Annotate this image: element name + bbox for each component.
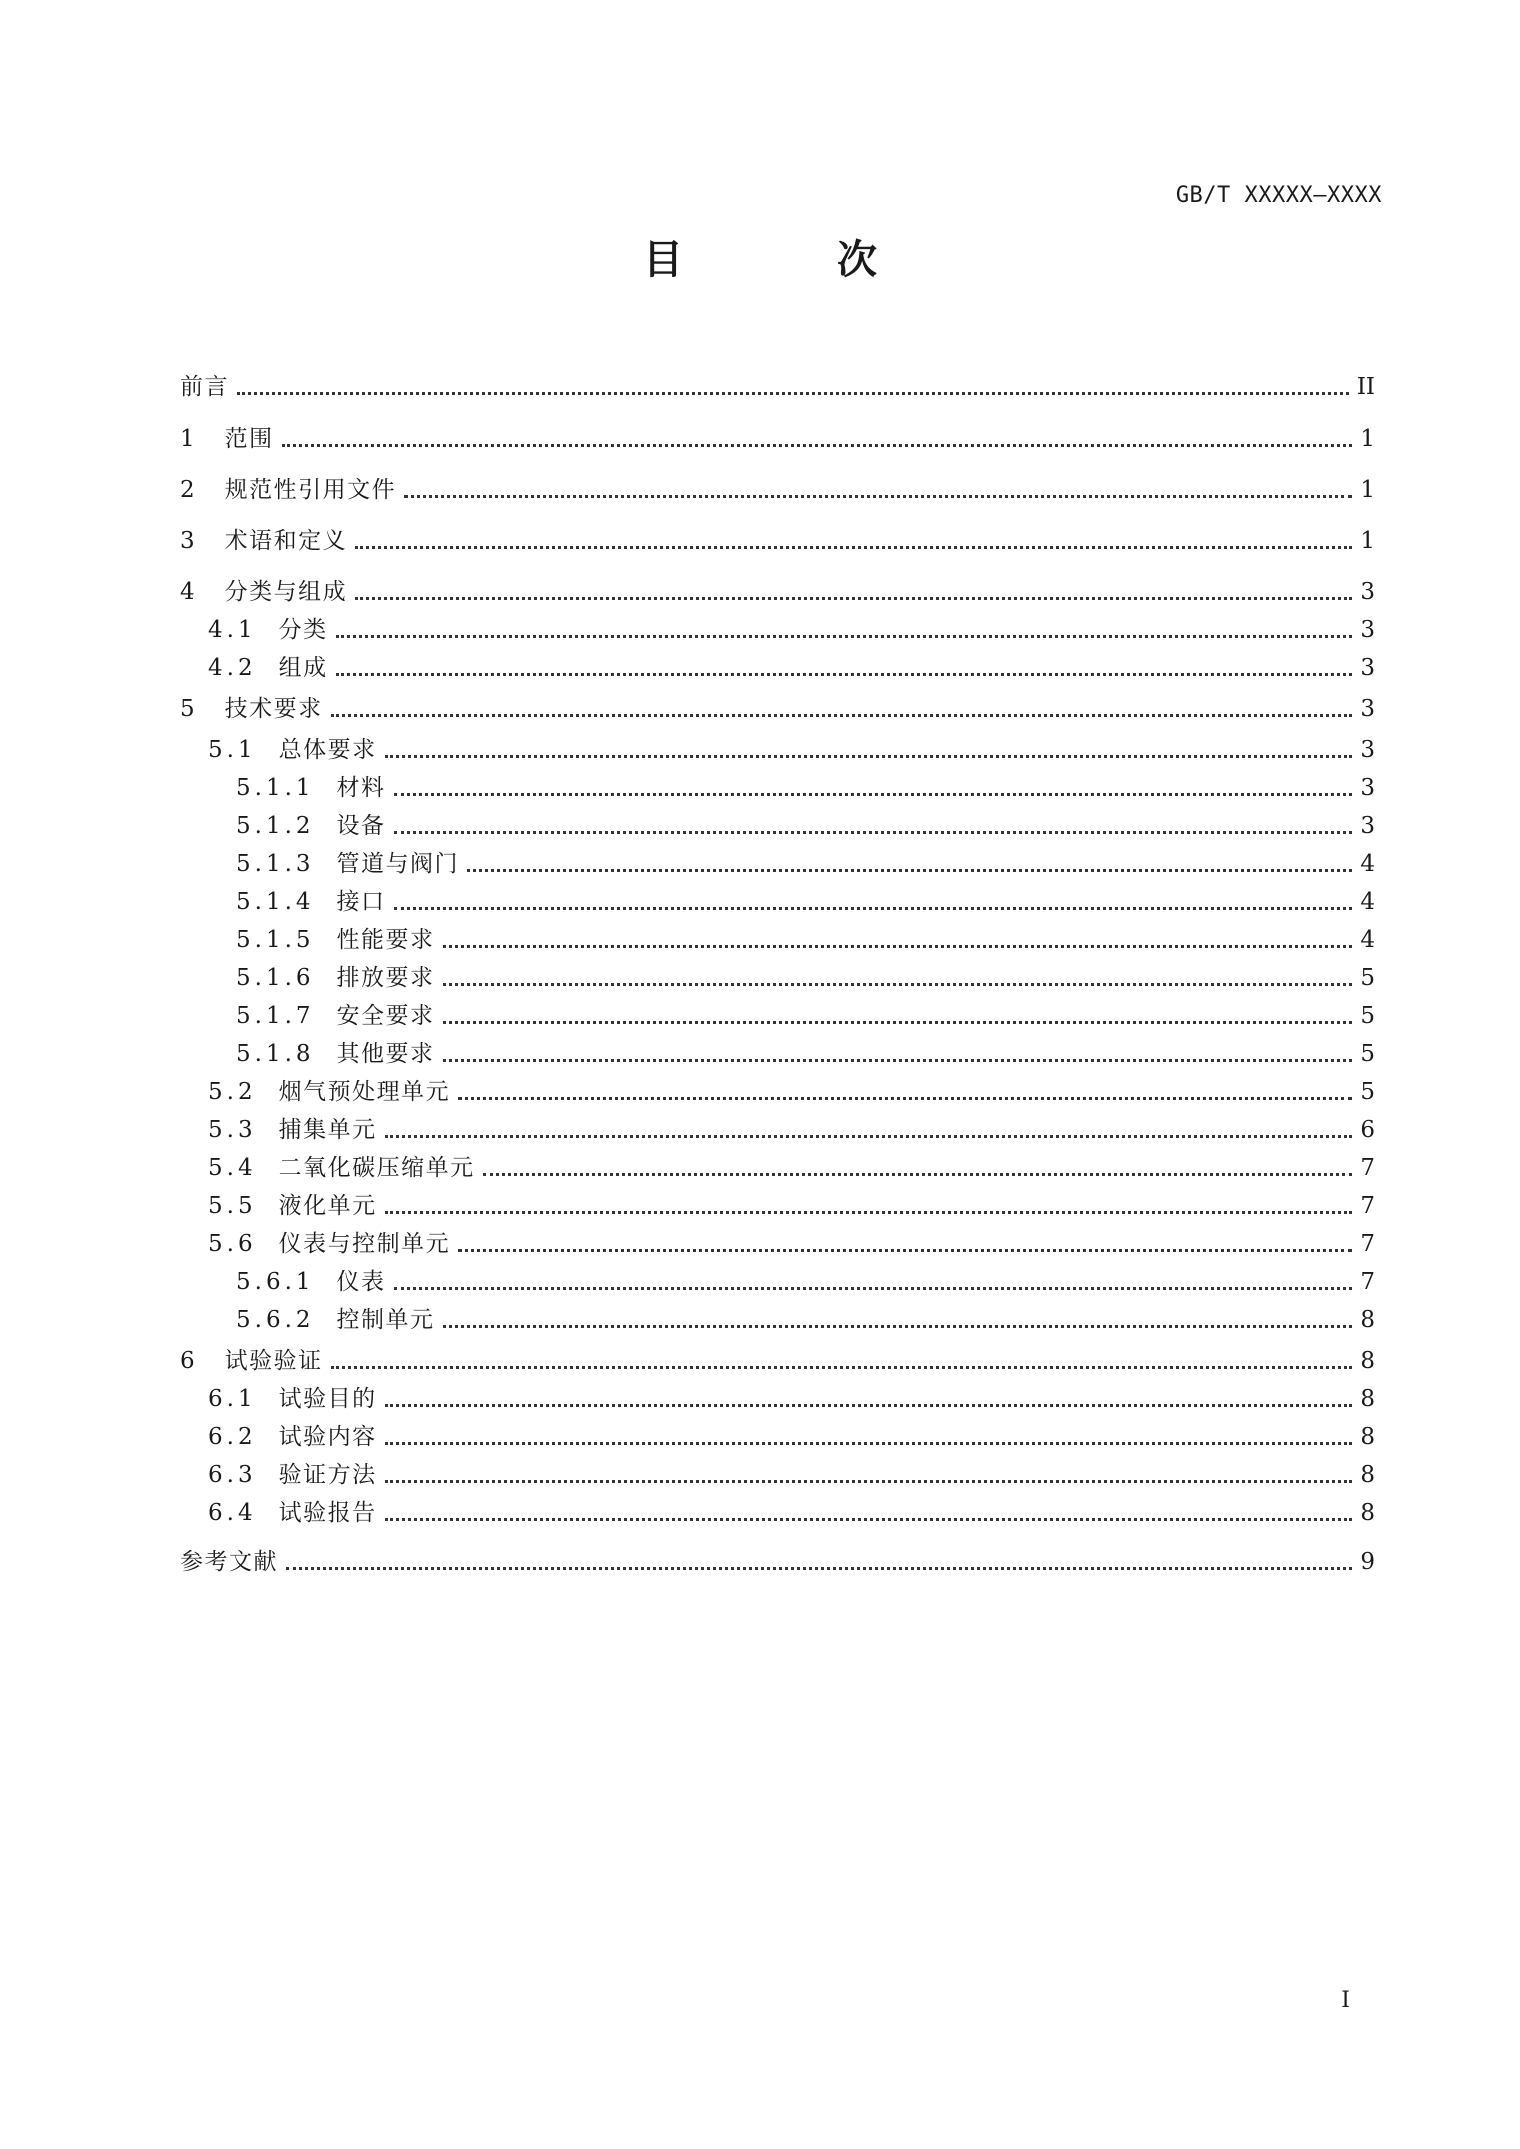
toc-entry-number: 5.1.4: [236, 889, 315, 915]
toc-entry-page: 4: [1360, 851, 1375, 877]
toc-entry-number: 5.1: [208, 737, 257, 763]
toc-entry-number: 2: [180, 477, 199, 503]
toc-entry-label: 液化单元: [278, 1193, 377, 1219]
toc-entry-label: 材料: [336, 775, 386, 801]
toc-entry-number: 4.2: [208, 655, 257, 681]
toc-entry-label: 试验验证: [224, 1348, 323, 1374]
toc-dot-leader: [286, 1566, 1352, 1570]
toc-entry-page: 5: [1360, 965, 1375, 991]
toc-entry[interactable]: [180, 769, 1375, 803]
toc-entry-page: 5: [1360, 1041, 1375, 1067]
toc-entry[interactable]: [180, 1301, 1375, 1335]
toc-dot-leader: [404, 494, 1352, 498]
toc-entry[interactable]: [180, 1263, 1375, 1297]
page-title: 目 次: [643, 237, 947, 283]
toc-dot-leader: [385, 1403, 1353, 1407]
toc-entry[interactable]: [180, 1187, 1375, 1221]
toc-entry-label: 组成: [278, 655, 328, 681]
toc-entry-page: 3: [1360, 737, 1375, 763]
toc-entry-number: 5.1.7: [236, 1003, 315, 1029]
toc-entry-label: 试验内容: [278, 1424, 377, 1450]
toc-entry-page: 8: [1360, 1348, 1375, 1374]
toc-entry[interactable]: [180, 611, 1375, 645]
toc-entry[interactable]: [180, 959, 1375, 993]
toc-entry-page: 7: [1360, 1231, 1375, 1257]
toc-entry-label: 捕集单元: [278, 1117, 377, 1143]
toc-entry-number: 5.1.6: [236, 965, 315, 991]
toc-entry[interactable]: [180, 1225, 1375, 1259]
toc-dot-leader: [394, 830, 1353, 834]
toc-entry-label: 设备: [336, 813, 386, 839]
toc-entry-page: 1: [1360, 426, 1375, 452]
toc-dot-leader: [336, 634, 1353, 638]
toc-entry-page: 9: [1360, 1549, 1375, 1575]
toc-entry-page: 3: [1360, 775, 1375, 801]
toc-entry[interactable]: [180, 649, 1375, 683]
toc-entry-page: 8: [1360, 1307, 1375, 1333]
toc-entry-number: 5.3: [208, 1117, 257, 1143]
toc-dot-leader: [385, 1210, 1353, 1214]
toc-entry-number: 5.5: [208, 1193, 257, 1219]
toc-entry-label: 接口: [336, 889, 386, 915]
toc-entry[interactable]: [180, 845, 1375, 879]
toc-entry-label: 试验目的: [278, 1386, 377, 1412]
toc-entry-number: 1: [180, 426, 199, 452]
toc-dot-leader: [385, 1517, 1353, 1521]
toc-dot-leader: [394, 792, 1353, 796]
toc-dot-leader: [443, 1324, 1353, 1328]
toc-entry-number: 6.3: [208, 1462, 257, 1488]
toc-entry[interactable]: [180, 368, 1375, 402]
toc-dot-leader: [385, 754, 1353, 758]
toc-dot-leader: [394, 906, 1353, 910]
toc-entry-label: 安全要求: [336, 1003, 435, 1029]
toc-entry-number: 6.1: [208, 1386, 257, 1412]
toc-entry-page: 8: [1360, 1500, 1375, 1526]
toc-dot-leader: [483, 1172, 1353, 1176]
toc-entry-page: 8: [1360, 1462, 1375, 1488]
toc-entry-label: 二氧化碳压缩单元: [278, 1155, 475, 1181]
toc-entry-page: 3: [1360, 579, 1375, 605]
toc-entry-number: 5.2: [208, 1079, 257, 1105]
toc-dot-leader: [336, 672, 1353, 676]
toc-entry-label: 性能要求: [336, 927, 435, 953]
toc-entry-page: II: [1356, 374, 1375, 400]
toc-entry-number: 5.6.2: [236, 1307, 315, 1333]
toc-dot-leader: [443, 982, 1353, 986]
toc-entry-page: 7: [1360, 1193, 1375, 1219]
toc-entry-number: 5.1.5: [236, 927, 315, 953]
toc-entry[interactable]: [180, 1543, 1375, 1577]
toc-entry-number: 5.6.1: [236, 1269, 315, 1295]
toc-entry[interactable]: [180, 1456, 1375, 1490]
toc-dot-leader: [355, 596, 1352, 600]
toc-dot-leader: [331, 713, 1353, 717]
toc-entry[interactable]: [180, 573, 1375, 607]
toc-entry[interactable]: [180, 420, 1375, 454]
toc-entry-number: 5.1.2: [236, 813, 315, 839]
toc-dot-leader: [394, 1286, 1353, 1290]
toc-entry[interactable]: [180, 522, 1375, 556]
toc-dot-leader: [443, 944, 1353, 948]
toc-entry-number: 5.1.1: [236, 775, 315, 801]
toc-entry-number: 5.1.8: [236, 1041, 315, 1067]
standard-code: GB/T XXXXX—XXXX: [1175, 183, 1382, 208]
toc-entry-number: 5.1.3: [236, 851, 315, 877]
toc-entry-page: 8: [1360, 1424, 1375, 1450]
toc-entry[interactable]: [180, 731, 1375, 765]
toc-entry[interactable]: [180, 471, 1375, 505]
toc-entry-page: 3: [1360, 696, 1375, 722]
toc-entry-label: 试验报告: [278, 1500, 377, 1526]
toc-entry-label: 其他要求: [336, 1041, 435, 1067]
toc-entry-label: 仪表: [336, 1269, 386, 1295]
toc-entry-page: 6: [1360, 1117, 1375, 1143]
toc-entry-number: 4: [180, 579, 199, 605]
toc-entry-number: 3: [180, 528, 199, 554]
toc-entry-label: 排放要求: [336, 965, 435, 991]
toc-dot-leader: [385, 1441, 1353, 1445]
toc-entry[interactable]: [180, 1035, 1375, 1069]
toc-entry-page: 7: [1360, 1269, 1375, 1295]
toc-entry-number: 6.4: [208, 1500, 257, 1526]
toc-dot-leader: [443, 1020, 1353, 1024]
toc-entry-page: 1: [1360, 477, 1375, 503]
toc-entry[interactable]: [180, 921, 1375, 955]
toc-entry-page: 5: [1360, 1003, 1375, 1029]
toc-entry-label: 分类: [278, 617, 328, 643]
toc-entry-page: 5: [1360, 1079, 1375, 1105]
toc-entry-page: 8: [1360, 1386, 1375, 1412]
toc-entry-page: 1: [1360, 528, 1375, 554]
toc-entry[interactable]: [180, 1418, 1375, 1452]
toc-entry[interactable]: [180, 997, 1375, 1031]
toc-entry-page: 4: [1360, 927, 1375, 953]
toc-dot-leader: [282, 443, 1353, 447]
toc-dot-leader: [458, 1248, 1352, 1252]
toc-dot-leader: [237, 391, 1349, 395]
toc-dot-leader: [355, 545, 1352, 549]
toc-entry-label: 参考文献: [180, 1549, 278, 1575]
toc-entry-page: 3: [1360, 655, 1375, 681]
toc-entry[interactable]: [180, 1073, 1375, 1107]
toc-entry-number: 6: [180, 1348, 199, 1374]
toc-entry-label: 验证方法: [278, 1462, 377, 1488]
toc-entry-label: 烟气预处理单元: [278, 1079, 451, 1105]
toc-entry-label: 范围: [224, 426, 274, 452]
toc-entry[interactable]: [180, 1149, 1375, 1183]
toc-dot-leader: [385, 1479, 1353, 1483]
toc-entry[interactable]: [180, 1342, 1375, 1376]
toc-entry[interactable]: [180, 883, 1375, 917]
toc-entry-number: 5.4: [208, 1155, 257, 1181]
toc-dot-leader: [443, 1058, 1353, 1062]
toc-entry-label: 规范性引用文件: [224, 477, 397, 503]
toc-entry-number: 6.2: [208, 1424, 257, 1450]
toc-entry-number: 5: [180, 696, 199, 722]
toc-dot-leader: [467, 868, 1352, 872]
toc-entry-number: 4.1: [208, 617, 257, 643]
toc-entry-label: 控制单元: [336, 1307, 435, 1333]
toc-entry-label: 总体要求: [278, 737, 377, 763]
toc-dot-leader: [458, 1096, 1352, 1100]
toc-entry-page: 3: [1360, 617, 1375, 643]
toc-entry[interactable]: [180, 1494, 1375, 1528]
toc-entry-page: 4: [1360, 889, 1375, 915]
toc-entry-label: 管道与阀门: [336, 851, 460, 877]
toc-entry-label: 仪表与控制单元: [278, 1231, 451, 1257]
toc-dot-leader: [331, 1365, 1353, 1369]
toc-entry-page: 3: [1360, 813, 1375, 839]
toc-entry-label: 术语和定义: [224, 528, 348, 554]
toc-entry-label: 分类与组成: [224, 579, 348, 605]
toc-entry[interactable]: [180, 1111, 1375, 1145]
toc-entry-label: 技术要求: [224, 696, 323, 722]
toc-entry-number: 5.6: [208, 1231, 257, 1257]
toc-entry-page: 7: [1360, 1155, 1375, 1181]
toc-entry[interactable]: [180, 807, 1375, 841]
page-number: I: [1341, 1988, 1350, 2013]
toc-dot-leader: [385, 1134, 1353, 1138]
toc-entry[interactable]: [180, 690, 1375, 724]
toc-entry[interactable]: [180, 1380, 1375, 1414]
toc-entry-label: 前言: [180, 374, 229, 400]
